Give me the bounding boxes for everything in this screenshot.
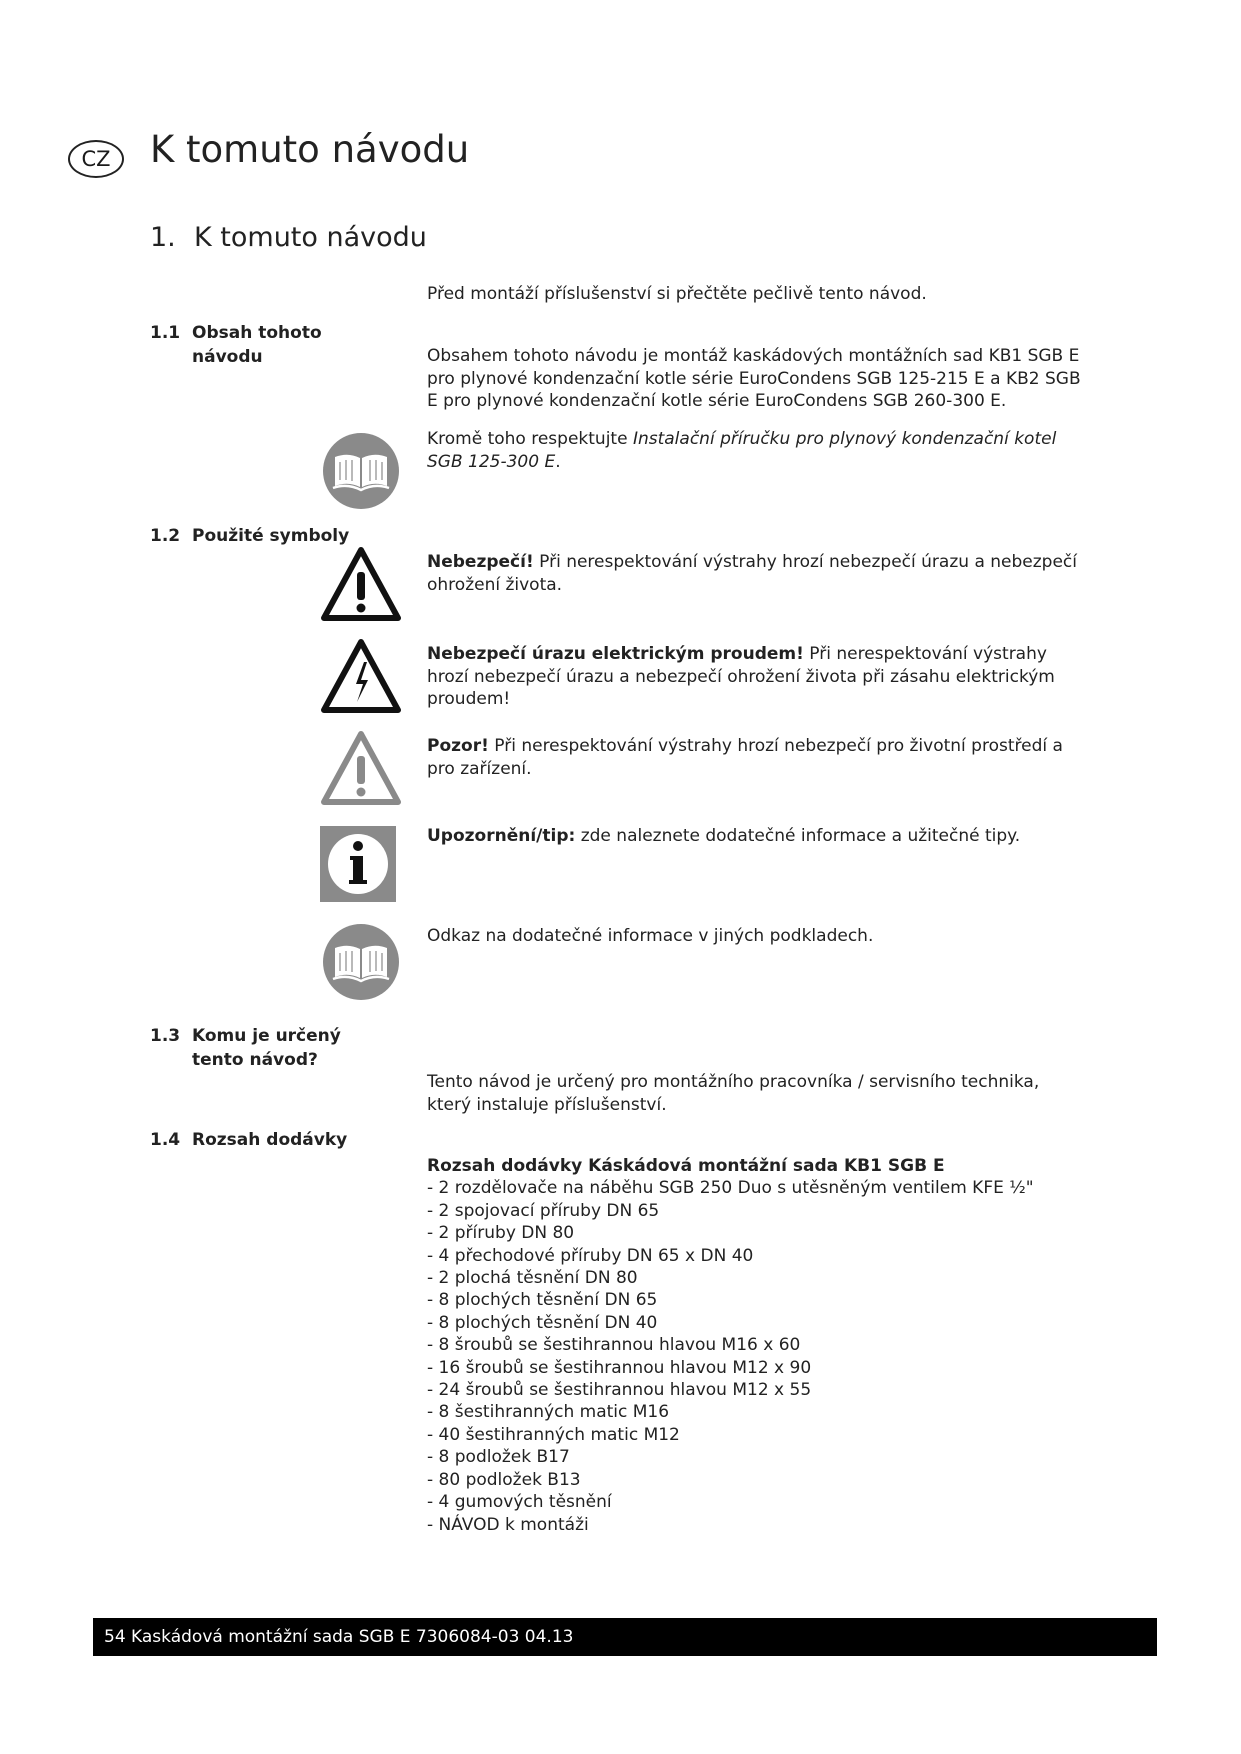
symbol-description: Odkaz na dodatečné informace v jiných podkladech. (427, 926, 874, 946)
section-title: Rozsah dodávky (192, 1130, 348, 1150)
delivery-scope-heading: Rozsah dodávky Káskádová montážní sada KB1 SGB E (427, 1156, 945, 1176)
page-title: K tomuto návodu (150, 128, 470, 171)
section-number: 1.4 (150, 1130, 181, 1150)
book-reference-icon (320, 921, 402, 1003)
section-1-1-paragraph: Obsahem tohoto návodu je montáž kaskádových montážních sad KB1 SGB E pro plynové kondenzační kotle série EuroCondens SGB 125-215 E a KB2 SGB E pro plynové kondenzační kotle série EuroCondens SGB 260-300 E. (427, 346, 1081, 411)
symbol-description: Při nerespektování výstrahy hrozí nebezpečí úrazu a nebezpečí ohrožení života. (427, 552, 1077, 595)
symbol-electric-text (427, 643, 1087, 711)
section-1-3-heading (150, 1024, 377, 1072)
list-item: - 2 rozdělovače na náběhu SGB 250 Duo s utěsněným ventilem KFE ½" (427, 1178, 1034, 1199)
danger-warning-icon (320, 546, 402, 628)
delivery-scope (427, 1155, 1095, 1536)
symbol-description: Při nerespektování výstrahy hrozí nebezpečí pro životní prostředí a pro zařízení. (427, 736, 1063, 779)
chapter-heading (150, 222, 427, 253)
chapter-title: K tomuto návodu (194, 222, 427, 253)
section-title: Komu je určený tento návod? (192, 1026, 341, 1070)
symbol-label: Upozornění/tip: (427, 826, 576, 846)
symbol-book-text (427, 925, 1095, 948)
symbol-caution-text (427, 735, 1087, 780)
symbol-description: Při nerespektování výstrahy hrozí nebezpečí úrazu a nebezpečí ohrožení života při zásahu elektrickým proudem! (427, 644, 1055, 709)
book-reference-icon (320, 430, 402, 512)
list-item: - 2 plochá těsnění DN 80 (427, 1268, 638, 1289)
list-item: - 8 šestihranných matic M16 (427, 1402, 670, 1423)
list-item: - 8 plochých těsnění DN 40 (427, 1312, 658, 1333)
list-item: - 2 příruby DN 80 (427, 1223, 575, 1244)
section-title: Obsah tohoto návodu (192, 323, 322, 367)
intro-text: Před montáží příslušenství si přečtěte pečlivě tento návod. (427, 284, 927, 304)
list-item: - NÁVOD k montáži (427, 1514, 589, 1535)
footer-text: 54 Kaskádová montážní sada SGB E 7306084-03 04.13 (104, 1627, 574, 1647)
list-item: - 4 gumových těsnění (427, 1492, 612, 1513)
electric-shock-warning-icon (320, 638, 402, 720)
symbol-label: Pozor! (427, 736, 489, 756)
reference-prefix: Kromě toho respektujte (427, 429, 633, 449)
reference-suffix: . (555, 451, 561, 472)
section-1-4-heading (150, 1128, 392, 1152)
page-footer (93, 1618, 1157, 1656)
symbol-label: Nebezpečí úrazu elektrickým proudem! (427, 644, 804, 664)
section-1-1-heading (150, 321, 392, 369)
list-item: - 2 spojovací příruby DN 65 (427, 1200, 660, 1221)
list-item: - 8 podložek B17 (427, 1447, 570, 1468)
list-item: - 80 podložek B13 (427, 1469, 581, 1490)
list-item: - 24 šroubů se šestihrannou hlavou M12 x 55 (427, 1380, 812, 1401)
chapter-number: 1. (150, 222, 176, 253)
section-1-2-heading (150, 524, 392, 548)
list-item: - 8 šroubů se šestihrannou hlavou M16 x 60 (427, 1335, 801, 1356)
reference-title: Instalační příručku pro plynový kondenzační kotel SGB 125-300 E (427, 429, 1057, 472)
list-item: - 4 přechodové příruby DN 65 x DN 40 (427, 1245, 754, 1266)
symbol-info-text (427, 825, 1087, 848)
caution-warning-icon (320, 730, 402, 812)
list-item: - 40 šestihranných matic M12 (427, 1424, 680, 1445)
language-badge: CZ (68, 140, 124, 178)
section-number: 1.1 (150, 323, 181, 343)
info-icon (320, 826, 396, 902)
symbol-danger-text (427, 551, 1087, 596)
delivery-list (427, 1177, 1095, 1536)
section-1-1-reference (427, 428, 1095, 473)
section-number: 1.2 (150, 526, 181, 546)
section-title: Použité symboly (192, 526, 350, 546)
list-item: - 8 plochých těsnění DN 65 (427, 1290, 658, 1311)
symbol-description: zde naleznete dodatečné informace a užitečné tipy. (575, 826, 1021, 846)
symbol-label: Nebezpečí! (427, 552, 534, 572)
section-1-3-paragraph: Tento návod je určený pro montážního pracovníka / servisního technika, který instaluje příslušenství. (427, 1072, 1040, 1115)
section-number: 1.3 (150, 1026, 181, 1046)
list-item: - 16 šroubů se šestihrannou hlavou M12 x 90 (427, 1357, 812, 1378)
